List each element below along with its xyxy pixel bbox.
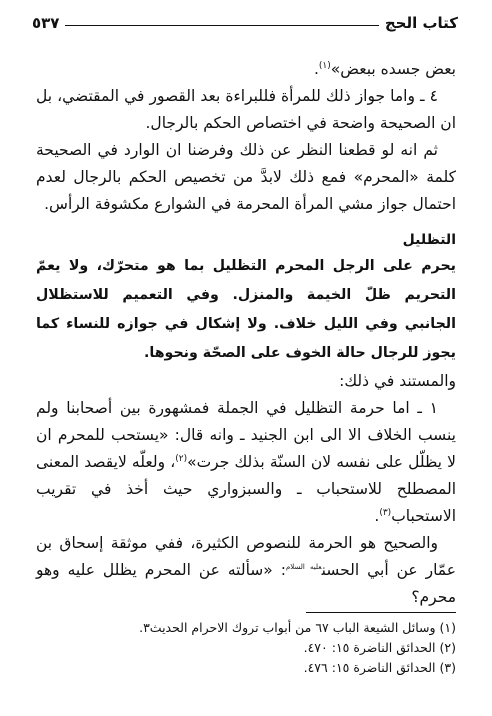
footnote-item: (١) وسائل الشيعة الباب ٦٧ من أبواب تروك الاحرام الحديث٣.	[139, 620, 456, 635]
footnote-item: (٣) الحدائق الناضرة ١٥: ٤٧٦.	[303, 660, 456, 675]
punctuation: .	[374, 507, 380, 525]
footnote-separator	[306, 612, 456, 613]
paragraph-source-intro: والمستند في ذلك:	[339, 372, 456, 390]
paragraph-argument: ثم انه لو قطعنا النظر عن ذلك وفرضنا ان الوارد في الصحيحة كلمة «المحرم» فمع ذلك لابدَّ من تخصيص الحكم بالرجال لعدم احتمال جواز مشي المرأة المحرمة في الشوارع مكشوفة الرأس.	[36, 141, 456, 213]
header-rule	[65, 25, 378, 26]
punctuation: .	[313, 60, 319, 78]
page-number: ٥٣٧	[32, 14, 60, 32]
page-body	[36, 56, 456, 611]
paragraph-point-4: ٤ ـ واما جواز ذلك للمرأة فللبراءة بعد القصور في المقتضي، بل ان الصحيحة واضحة في اختصاص الحكم بالرجال.	[36, 87, 456, 132]
ruling-text: يحرم على الرجل المحرم التظليل بما هو متحرّك، ولا يعمّ التحريم ظلّ الخيمة والمنزل. وفي التعميم للاستظلال الجانبي وفي الليل خلاف. ولا إشكال في جوازه للنساء كما يجوز للرجال حالة الخوف على الصحّة ونحوها.	[36, 258, 456, 361]
paragraph-point-1	[36, 395, 456, 530]
paragraph-evidence	[36, 530, 456, 611]
footnote-ref: (٣)	[379, 507, 392, 518]
paragraph-text: ١ ـ اما حرمة التظليل في الجملة فمشهورة بين أصحابنا ولم ينسب الخلاف الا الى ابن الجنيد ـ وانه قال: «يستحب للمحرم ان لا يظلّل على نفسه لان السنّة بذلك جرت»	[36, 399, 456, 471]
paragraph-continuation	[36, 56, 456, 83]
footnote-ref: (١)	[318, 60, 331, 71]
footnote-item: (٢) الحدائق الناضرة ١٥: ٤٧٠.	[303, 640, 456, 655]
footnotes	[36, 618, 456, 678]
paragraph-text: بعض جسده ببعض»	[330, 60, 456, 78]
honorific-glyph: عليه السلام	[285, 562, 322, 571]
paragraph-text: ، ولعلّه لايقصد المعنى المصطلح للاستحباب ـ والسبزواري حيث أخذ في تقريب الاستحباب	[36, 453, 456, 525]
footnote-ref: (٢)	[175, 453, 188, 464]
section-title: التظليل	[402, 232, 456, 248]
page-header	[32, 12, 458, 34]
paragraph-text: : «سألته عن المحرم يظلل عليه وهو محرم؟	[36, 561, 456, 606]
paragraph-text: والصحيح هو الحرمة للنصوص الكثيرة، ففي موثقة إسحاق بن عمّار عن أبي الحسن	[36, 534, 457, 579]
spacer	[36, 218, 456, 224]
running-title: كتاب الحج	[384, 14, 458, 32]
